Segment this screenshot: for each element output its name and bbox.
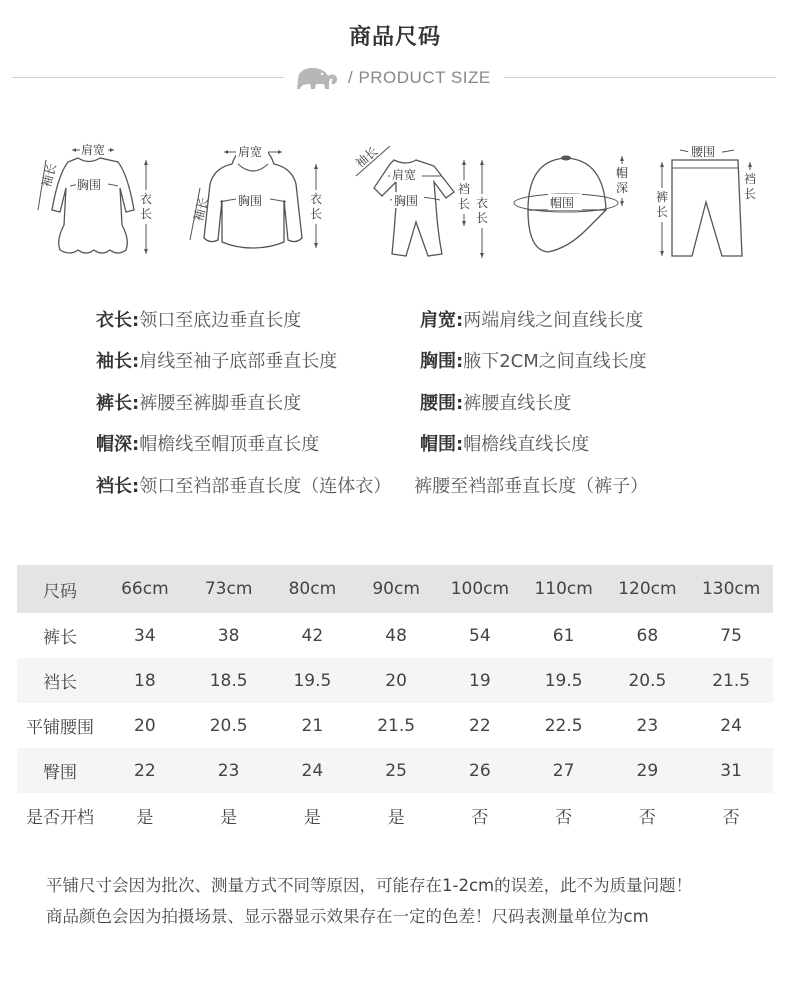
pants-crotch-label-1: 裆 <box>744 172 757 186</box>
notes <box>46 870 692 932</box>
romper-chest-label: 胸围 <box>394 194 419 208</box>
table-cell: 21.5 <box>689 658 773 703</box>
pants-diagram <box>650 130 770 265</box>
divider-left <box>12 77 284 78</box>
table-cell: 否 <box>471 808 489 828</box>
table-header-cell: 尺码 <box>17 565 103 613</box>
table-cell: 75 <box>720 625 742 646</box>
table-row <box>17 793 773 838</box>
table-cell: 是否开档 <box>26 808 94 828</box>
note-line: 平铺尺寸会因为批次、测量方式不同等原因，可能存在1-2cm的误差，此不为质量问题！ <box>46 876 693 895</box>
table-cell: 19.5 <box>522 658 606 703</box>
table-cell: 22 <box>469 715 491 736</box>
table-cell: 22.5 <box>544 715 583 736</box>
table-cell: 25 <box>354 748 438 793</box>
table-header-cell: 110cm <box>522 565 606 613</box>
romper-sleeve-label: 袖长 <box>352 144 381 171</box>
hoodie-chest-label: 胸围 <box>238 194 263 208</box>
definition-item: 腰围:裤腰直线长度 <box>420 393 572 414</box>
definition-item: 裤长:裤腰至裤脚垂直长度 <box>96 393 302 414</box>
table-cell: 臀围 <box>17 748 103 793</box>
dress-sleeve-label: 袖长 <box>39 161 60 189</box>
romper-crotch-label-2: 长 <box>458 197 471 211</box>
table-cell: 24 <box>271 748 355 793</box>
table-cell: 是 <box>303 808 321 828</box>
subtitle-row <box>0 64 790 94</box>
table-cell: 20 <box>134 715 156 736</box>
romper-crotch-label-1: 裆 <box>458 182 471 196</box>
table-row <box>17 703 773 748</box>
table-cell: 21.5 <box>377 715 416 736</box>
table-row <box>17 658 773 703</box>
definition-item: 裆长:领口至裆部垂直长度（连体衣） 裤腰至裆部垂直长度（裤子） <box>96 476 649 497</box>
romper-length-label-1: 衣 <box>476 196 489 210</box>
cap-diagram <box>508 130 638 265</box>
table-cell: 38 <box>217 625 240 646</box>
dress-diagram <box>30 130 160 265</box>
table-cell: 48 <box>385 625 407 646</box>
table-cell: 22 <box>103 748 187 793</box>
table-header-cell: 80cm <box>271 565 355 613</box>
table-header-cell: 90cm <box>354 565 438 613</box>
cap-circumference-label: 帽围 <box>550 196 575 210</box>
table-cell: 是 <box>220 808 238 828</box>
table-cell: 24 <box>720 715 742 736</box>
hoodie-length-label-1: 衣 <box>310 192 323 206</box>
table-cell: 23 <box>636 715 659 736</box>
romper-diagram <box>350 130 500 265</box>
table-cell: 18.5 <box>187 658 271 703</box>
table-header-cell: 120cm <box>606 565 690 613</box>
hoodie-length-label-2: 长 <box>310 207 323 221</box>
hoodie-sleeve-label: 袖长 <box>191 195 212 223</box>
table-header-cell: 100cm <box>438 565 522 613</box>
table-cell: 否 <box>638 808 656 828</box>
table-cell: 是 <box>387 808 405 828</box>
hoodie-shoulder-label: 肩宽 <box>238 145 263 159</box>
table-cell: 61 <box>552 625 575 646</box>
table-cell: 31 <box>689 748 773 793</box>
dress-length-label-2: 长 <box>140 207 153 221</box>
cap-depth-label-1: 帽 <box>616 166 629 180</box>
table-cell: 19 <box>438 658 522 703</box>
definition-item: 帽深:帽檐线至帽顶垂直长度 <box>96 434 320 455</box>
table-cell: 18 <box>103 658 187 703</box>
table-cell: 裤长 <box>43 628 77 648</box>
table-cell: 68 <box>636 625 659 646</box>
table-cell: 裆长 <box>17 658 103 703</box>
table-header-cell: 73cm <box>187 565 271 613</box>
table-header-cell: 66cm <box>103 565 187 613</box>
pants-crotch-label-2: 长 <box>744 187 757 201</box>
definition-item: 衣长:领口至底边垂直长度 <box>96 310 302 331</box>
subtitle-text: / PRODUCT SIZE <box>348 68 491 87</box>
table-row <box>17 613 773 658</box>
romper-shoulder-label: 肩宽 <box>392 168 417 182</box>
dress-shoulder-label: 肩宽 <box>81 143 106 157</box>
table-cell: 54 <box>469 625 491 646</box>
table-header-row <box>17 565 773 613</box>
hoodie-diagram <box>180 130 330 265</box>
table-cell: 42 <box>301 625 324 646</box>
table-cell: 21 <box>301 715 324 736</box>
definition-item: 袖长:肩线至袖子底部垂直长度 <box>96 351 338 372</box>
table-cell: 是 <box>136 808 154 828</box>
elephant-icon <box>294 64 342 92</box>
table-cell: 19.5 <box>271 658 355 703</box>
measurement-diagrams <box>0 130 790 270</box>
definition-item: 胸围:腋下2CM之间直线长度 <box>420 351 647 372</box>
table-cell: 平铺腰围 <box>26 718 94 738</box>
table-header-cell: 130cm <box>689 565 773 613</box>
table-cell: 29 <box>606 748 690 793</box>
pants-waist-label: 腰围 <box>691 145 716 159</box>
table-cell: 23 <box>187 748 271 793</box>
cap-depth-label-2: 深 <box>616 181 629 195</box>
page-title: 商品尺码 <box>348 25 441 50</box>
table-cell: 34 <box>134 625 156 646</box>
table-row <box>17 748 773 793</box>
note-line: 商品颜色会因为拍摄场景、显示器显示效果存在一定的色差！尺码表测量单位为cm <box>46 907 649 926</box>
definition-item: 肩宽:两端肩线之间直线长度 <box>420 310 644 331</box>
table-cell: 27 <box>522 748 606 793</box>
definition-item: 帽围:帽檐线直线长度 <box>420 434 590 455</box>
table-cell: 20.5 <box>209 715 248 736</box>
romper-length-label-2: 长 <box>476 211 489 225</box>
dress-chest-label: 胸围 <box>77 178 102 192</box>
table-cell: 26 <box>438 748 522 793</box>
table-cell: 否 <box>555 808 573 828</box>
table-cell: 20 <box>354 658 438 703</box>
pants-length-label-1: 裤 <box>656 190 669 204</box>
table-cell: 20.5 <box>606 658 690 703</box>
dress-length-label-1: 衣 <box>140 192 153 206</box>
table-cell: 否 <box>722 808 740 828</box>
divider-right <box>504 77 776 78</box>
size-table <box>17 565 773 838</box>
pants-length-label-2: 长 <box>656 205 669 219</box>
